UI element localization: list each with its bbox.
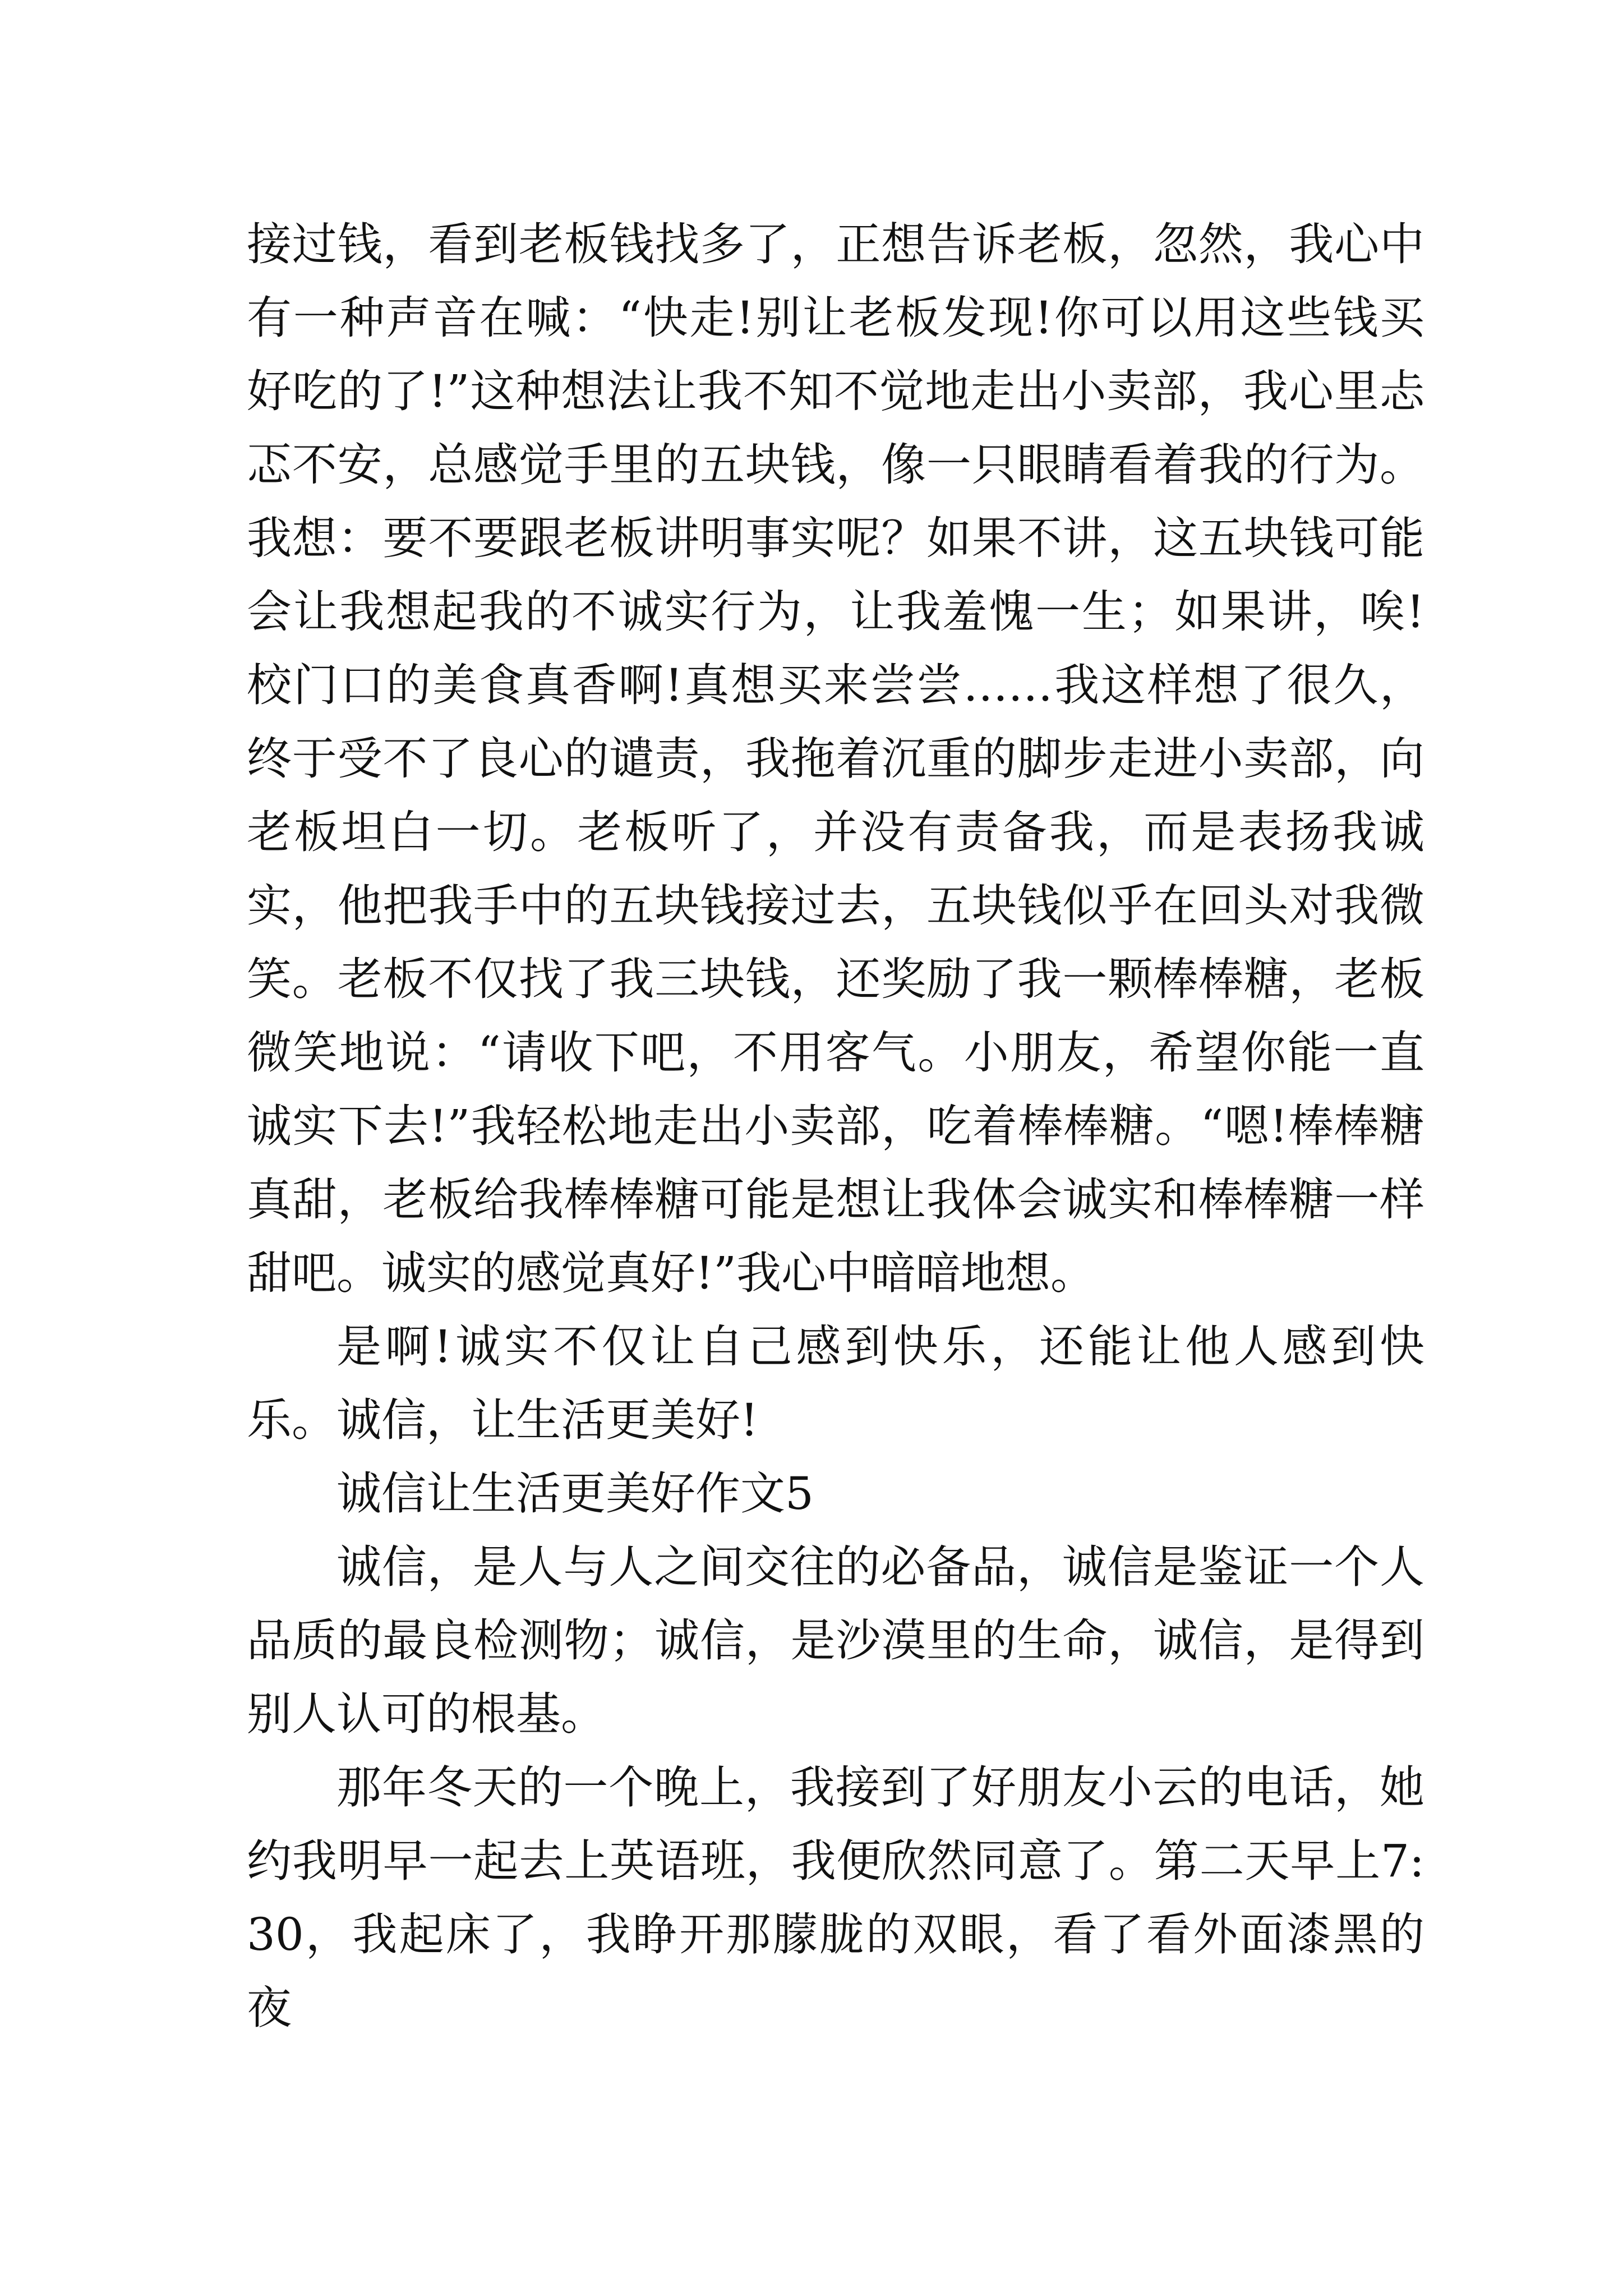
paragraph-intro: 诚信，是人与人之间交往的必备品，诚信是鉴证一个人品质的最良检测物；诚信，是沙漠里的生命，诚信，是得到别人认可的根基。 <box>247 1541 1424 1740</box>
essay-body <box>247 208 1424 2045</box>
essay-heading: 诚信让生活更美好作文5 <box>336 1467 814 1520</box>
paragraph-story-start: 那年冬天的一个晚上，我接到了好朋友小云的电话，她约我明早一起去上英语班，我便欣然同意了。第二天早上7:30，我起床了，我睁开那朦胧的双眼，看了看外面漆黑的夜 <box>247 1761 1424 2034</box>
paragraph-conclusion: 是啊!诚实不仅让自己感到快乐，还能让他人感到快乐。诚信，让生活更美好! <box>247 1320 1424 1446</box>
paragraph-story-continuation: 接过钱，看到老板钱找多了，正想告诉老板，忽然，我心中有一种声音在喊：“快走!别让老板发现!你可以用这些钱买好吃的了!”这种想法让我不知不觉地走出小卖部，我心里忐忑不安，总感觉手里的五块钱，像一只眼睛看着我的行为。我想：要不要跟老板讲明事实呢？如果不讲，这五块钱可能会让我想起我的不诚实行为，让我羞愧一生；如果讲，唉!校门口的美食真香啊!真想买来尝尝……我这样想了很久，终于受不了良心的谴责，我拖着沉重的脚步走进小卖部，向老板坦白一切。老板听了，并没有责备我，而是表扬我诚实，他把我手中的五块钱接过去，五块钱似乎在回头对我微笑。老板不仅找了我三块钱，还奖励了我一颗棒棒糖，老板微笑地说：“请收下吧，不用客气。小朋友，希望你能一直诚实下去!”我轻松地走出小卖部，吃着棒棒糖。“嗯!棒棒糖真甜，老板给我棒棒糖可能是想让我体会诚实和棒棒糖一样甜吧。诚实的感觉真好!”我心中暗暗地想。 <box>247 218 1424 1299</box>
